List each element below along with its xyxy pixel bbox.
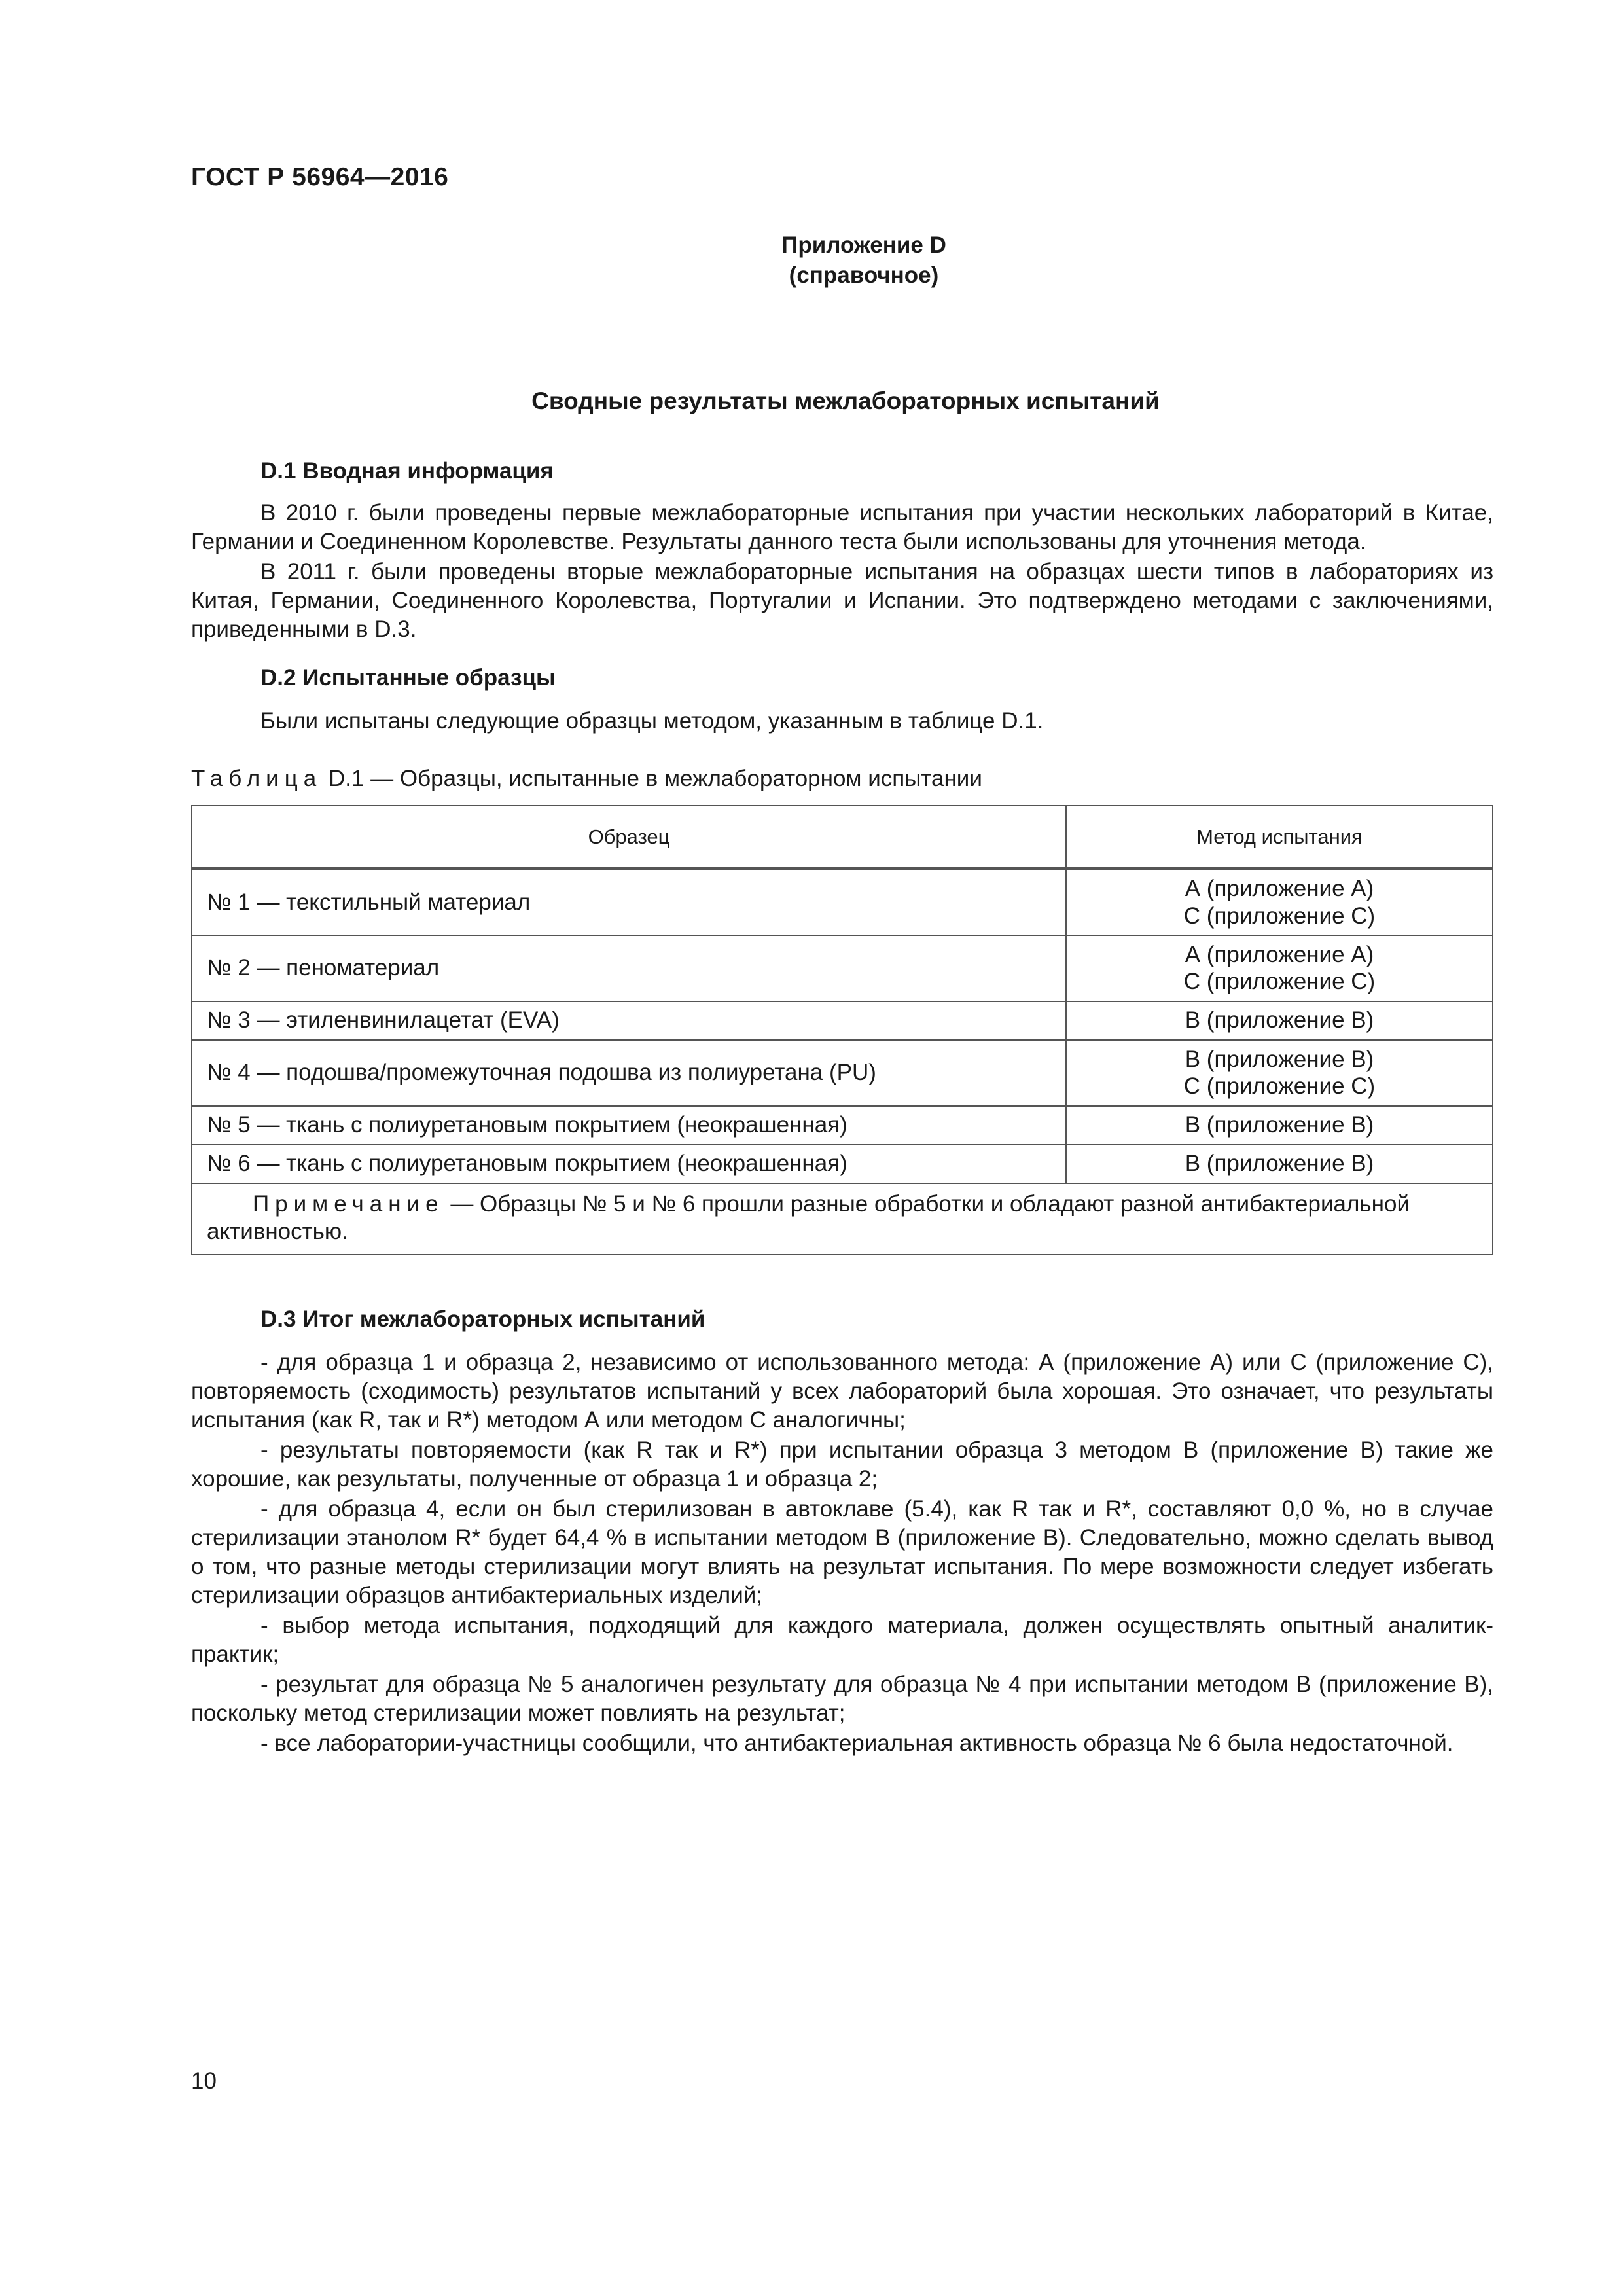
table-caption-text: D.1 — Образцы, испытанные в межлабораторном испытании (322, 766, 982, 791)
method-line: С (приложение С) (1183, 1073, 1376, 1099)
section-d1-paragraph-2: В 2011 г. были проведены вторые межлабораторные испытания на образцах шести типов в лабораториях из Китая, Германии, Соединенного Королевства, Португалии и Испании. Это подтверждено методами с заключениями, приведенными в D.3. (191, 559, 1493, 643)
method-line: В (приложение В) (1185, 1151, 1374, 1177)
section-d1-heading: D.1 Вводная информация (260, 458, 554, 484)
method-cell (1066, 869, 1493, 935)
section-d3-item-5: - результат для образца № 5 аналогичен результату для образца № 4 при испытании методом В (приложение В), поскольку метод стерилизации может повлиять на результат; (191, 1672, 1493, 1727)
document-code: ГОСТ Р 56964—2016 (191, 163, 449, 191)
method-line: А (приложение А) (1185, 941, 1374, 967)
sample-cell: № 4 — подошва/промежуточная подошва из полиуретана (PU) (192, 1040, 1066, 1106)
section-d2-paragraph: Были испытаны следующие образцы методом, указанным в таблице D.1. (260, 708, 1044, 734)
sample-cell: № 5 — ткань с полиуретановым покрытием (неокрашенная) (192, 1106, 1066, 1145)
sample-cell: № 3 — этиленвинилацетат (EVA) (192, 1001, 1066, 1040)
section-d3-item-6: - все лаборатории-участницы сообщили, что антибактериальная активность образца № 6 была недостаточной. (260, 1731, 1454, 1756)
sample-cell: № 6 — ткань с полиуретановым покрытием (неокрашенная) (192, 1145, 1066, 1183)
samples-table (191, 805, 1493, 1255)
main-title: Сводные результаты межлабораторных испытаний (531, 387, 1160, 414)
table-row (192, 1145, 1493, 1183)
sample-cell: № 1 — текстильный материал (192, 869, 1066, 935)
method-line: В (приложение В) (1185, 1046, 1374, 1072)
table-caption (191, 764, 982, 793)
table-row (192, 1001, 1493, 1040)
appendix-heading (687, 230, 1041, 290)
section-d3-item-4: - выбор метода испытания, подходящий для каждого материала, должен осуществлять опытный аналитик-практик; (191, 1613, 1493, 1668)
section-d3-item-3: - для образца 4, если он был стерилизован в автоклаве (5.4), как R так и R*, составляют 0,0 %, но в случае стерилизации этанолом R* будет 64,4 % в испытании методом В (приложение В). Следовательно, можно сделать вывод о том, что разные методы стерилизации могут влиять на результат испытания. По мере возможности следует избегать стерилизации образцов антибактериальных изделий; (191, 1496, 1493, 1609)
method-cell (1066, 1040, 1493, 1106)
table-row (192, 1106, 1493, 1145)
note-text: — Образцы № 5 и № 6 прошли разные обработки и обладают разной антибактериальной активностью. (207, 1191, 1410, 1245)
section-d3-item-2: - результаты повторяемости (как R так и R*) при испытании образца 3 методом В (приложение В) такие же хорошие, как результаты, полученные от образца 1 и образца 2; (191, 1437, 1493, 1492)
table-note-row (192, 1183, 1493, 1255)
appendix-status: (справочное) (789, 262, 939, 288)
section-d3-item-1: - для образца 1 и образца 2, независимо от использованного метода: А (приложение А) или С (приложение С), повторяемость (сходимость) результатов испытаний у всех лабораторий была хорошая. Это означает, что результаты испытания (как R, так и R*) методом А или методом С аналогичны; (191, 1350, 1493, 1433)
table-header-sample: Образец (192, 806, 1066, 869)
table-header-method: Метод испытания (1066, 806, 1493, 869)
method-line: С (приложение С) (1183, 903, 1376, 929)
method-line: В (приложение В) (1185, 1112, 1374, 1138)
method-line: С (приложение С) (1183, 969, 1376, 994)
table-note (192, 1183, 1493, 1255)
method-cell (1066, 1145, 1493, 1183)
method-cell (1066, 1106, 1493, 1145)
sample-cell: № 2 — пеноматериал (192, 935, 1066, 1001)
page-number: 10 (191, 2068, 217, 2094)
section-d2-heading: D.2 Испытанные образцы (260, 665, 556, 691)
method-cell (1066, 1001, 1493, 1040)
table-row (192, 869, 1493, 935)
method-cell (1066, 935, 1493, 1001)
section-d3-heading: D.3 Итог межлабораторных испытаний (260, 1306, 705, 1332)
method-line: А (приложение А) (1185, 876, 1374, 902)
table-row (192, 1040, 1493, 1106)
table-caption-label: Таблица (191, 766, 323, 791)
method-line: В (приложение В) (1185, 1007, 1374, 1033)
appendix-title: Приложение D (781, 232, 946, 258)
note-label: Примечание (253, 1191, 444, 1217)
table-row (192, 935, 1493, 1001)
section-d1-paragraph-1: В 2010 г. были проведены первые межлабораторные испытания при участии нескольких лабораторий в Китае, Германии и Соединенном Королевстве. Результаты данного теста были использованы для уточнения метода. (191, 500, 1493, 555)
